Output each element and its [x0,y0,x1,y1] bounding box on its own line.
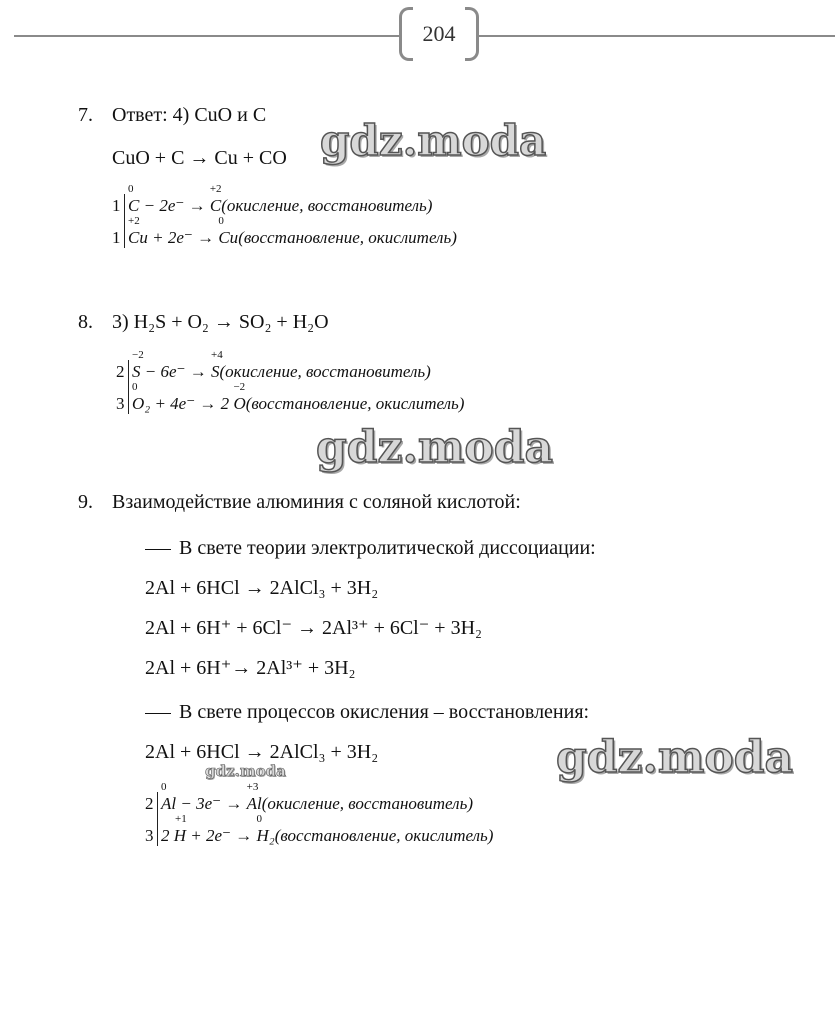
section-text: В свете процессов окисления – восстановления: [179,701,590,723]
species: O₂ [132,394,151,413]
ox-state: +1 [175,813,187,825]
watermark: gdz.moda [320,116,547,165]
q7-coef-1: 1 [112,196,121,215]
ox-state: 0 [161,781,167,793]
ox-state: −2 [132,349,144,361]
q8-electron-balance [116,349,616,413]
species: Al [246,794,262,813]
balance-bar [128,360,129,414]
species: Al [161,794,177,813]
species: Cu [218,228,239,247]
species: S [211,362,220,381]
process-note: (окисление, восстановитель) [261,794,473,813]
q8-answer: 3) H₂S + O₂ → SO₂ + H₂O [112,311,329,333]
electron-transfer: + 4e⁻ → 2 [154,394,230,413]
header-rule-right [478,35,835,37]
process-note: (окисление, восстановитель) [221,196,433,215]
q9-number: 9. [78,491,93,513]
species: S [132,362,141,381]
ox-state: +4 [211,349,223,361]
q7-half-reaction-2 [128,215,457,248]
q7-half-reaction-1 [128,183,433,216]
ox-state: 0 [128,183,134,195]
section-text: В свете теории электролитической диссоциации: [179,537,596,559]
q9-eq1: 2Al + 6HCl → 2AlCl₃ + 3H₂ [145,577,379,599]
species: Cu [128,228,148,247]
q9-section1-heading [145,536,596,560]
ox-state: −2 [233,381,246,393]
header-rule-left [14,35,400,37]
electron-transfer: − 6e⁻ → [144,362,207,381]
ox-state: +3 [246,781,259,793]
balance-bar [124,194,125,248]
q8-number: 8. [78,311,93,333]
watermark: gdz.moda [556,732,794,783]
dash [145,549,171,550]
q9-eq2: 2Al + 6H⁺ + 6Cl⁻ → 2Al³⁺ + 6Cl⁻ + 3H₂ [145,617,482,639]
q8-coef-1: 2 [116,362,125,381]
q9-half-reaction-1 [161,781,473,814]
page-number: 204 [422,21,456,46]
q9-eq4: 2Al + 6HCl → 2AlCl₃ + 3H₂ [145,741,379,763]
q9-eq3: 2Al + 6H⁺→ 2Al³⁺ + 3H₂ [145,657,356,679]
species: C [128,196,140,215]
dash [145,713,171,714]
ox-state: +2 [128,215,140,227]
ox-state: +2 [209,183,222,195]
q7-number: 7. [78,104,93,126]
electron-transfer: + 2e⁻ → [152,228,215,247]
process-note: (восстановление, окислитель) [238,228,457,247]
balance-bar [157,792,158,846]
q7-answer: Ответ: 4) CuO и C [112,104,267,126]
q7-coef-2: 1 [112,228,121,247]
watermark: gdz.moda [316,422,554,473]
ox-state: 0 [132,381,138,393]
q8-half-reaction-1 [132,349,431,382]
process-note: (восстановление, окислитель) [274,826,494,845]
electron-transfer: + 2e⁻ → [190,826,253,845]
q9-section2-heading [145,700,589,724]
q8-coef-2: 3 [116,394,125,413]
page-number-frame [399,7,479,63]
species: 2 H [161,826,187,845]
ox-state: 0 [256,813,263,825]
q9-electron-balance [145,781,645,845]
q9-coef-1: 2 [145,794,154,813]
q9-coef-2: 3 [145,826,154,845]
q9-half-reaction-2 [161,813,494,846]
q7-electron-balance [112,183,612,247]
q9-title: Взаимодействие алюминия с соляной кислотой: [112,491,521,513]
process-note: (восстановление, окислитель) [245,394,465,413]
q8-half-reaction-2 [132,381,465,414]
watermark-small: gdz.moda [205,762,286,780]
species: H₂ [256,826,275,845]
electron-transfer: − 2e⁻ → [143,196,206,215]
species: C [209,196,222,215]
electron-transfer: − 3e⁻ → [180,794,243,813]
process-note: (окисление, восстановитель) [219,362,431,381]
ox-state: 0 [218,215,224,227]
q7-equation: CuO + C → Cu + CO [112,147,287,169]
species: O [233,394,246,413]
